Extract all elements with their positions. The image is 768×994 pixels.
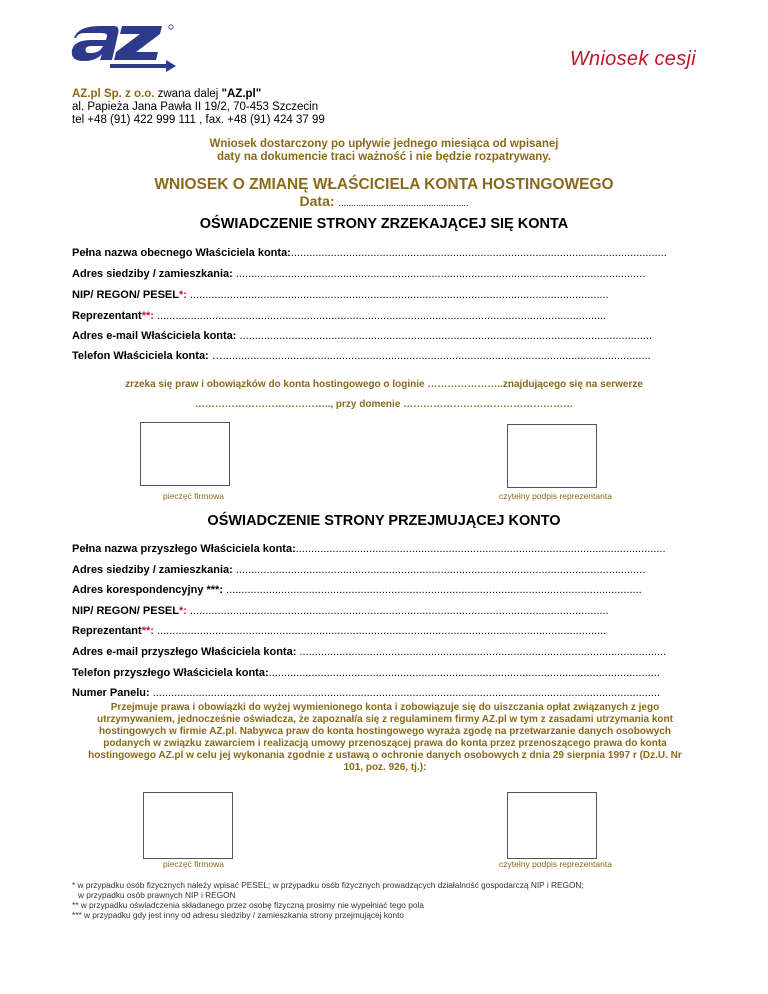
date-label: Data: (299, 193, 335, 209)
az-logo (70, 20, 180, 72)
field-dots[interactable]: ...................................................................................................................................... (232, 564, 646, 576)
field-new-representative[interactable] (72, 625, 606, 637)
field-label: Adres korespondencyjny ***: (72, 584, 223, 596)
field-dots[interactable]: ................................................................................................................................................... (153, 625, 607, 637)
section1-title: OŚWIADCZENIE STRONY ZRZEKAJĄCEJ SIĘ KONTA (199, 216, 569, 232)
field-label: Adres e-mail przyszłego Właściciela konta: (72, 646, 297, 658)
renounce-statement (0, 375, 768, 415)
footnotes (72, 880, 584, 920)
az-logo-icon (70, 20, 180, 72)
accept-line: utrzymywaniem, jednocześnie oświadcza, że zapoznał/a się z regulaminem firmy AZ.pl w tym z zasadami utrzymania kont (97, 714, 673, 725)
field-label: NIP/ REGON/ PESEL (72, 289, 179, 301)
field-label: Pełna nazwa przyszłego Właściciela konta: (72, 543, 296, 555)
field-label: Reprezentant (72, 310, 142, 322)
stamp-box-1[interactable] (140, 422, 230, 486)
field-current-representative[interactable] (72, 310, 606, 322)
field-dots[interactable]: …............................................................................................................................................ (208, 350, 651, 362)
field-new-owner-phone[interactable] (72, 667, 660, 679)
field-dots[interactable]: ......................................................................................................................... (295, 543, 666, 555)
validity-notice (0, 138, 768, 164)
field-new-owner-name[interactable] (72, 543, 666, 555)
field-panel-number[interactable] (72, 687, 660, 699)
field-dots[interactable]: ...................................................................................................................................................................... (149, 687, 661, 699)
footnote: * w przypadku osób fizycznych należy wpisać PESEL; w przypadku osób fizycznych prowadzących działalność gospodarczą NIP i REGON; (72, 880, 584, 890)
footnote: ** w przypadku oświadczenia składanego przez osobę fizyczną prosimy nie wypełniać tego pola (72, 900, 424, 910)
field-label: Adres siedziby / zamieszkania: (72, 564, 233, 576)
field-dots[interactable]: ........................................................................................................................ (296, 646, 667, 658)
footnote: w przypadku osób prawnych NIP i REGON (78, 890, 236, 900)
field-new-owner-address[interactable] (72, 564, 645, 576)
field-current-owner-name[interactable] (72, 247, 667, 259)
field-current-owner-email[interactable] (72, 330, 652, 342)
date-field[interactable]: .................................................... (338, 198, 469, 208)
accept-line: Przejmuje prawa i obowiązki do wyżej wymienionego konta i zobowiązuje się do uiszczania opłat związanych z jego (110, 702, 660, 713)
field-current-owner-address[interactable] (72, 268, 645, 280)
field-label: NIP/ REGON/ PESEL (72, 605, 179, 617)
accept-line: 101, poz. 926, tj.): (343, 762, 427, 773)
field-label: Adres e-mail Właściciela konta: (72, 330, 237, 342)
field-dots[interactable]: ................................................................................................................................................... (153, 310, 607, 322)
stamp-box-2[interactable] (143, 792, 233, 859)
field-current-owner-phone[interactable] (72, 350, 651, 362)
field-dots[interactable]: ........................................................................................................................... (290, 247, 667, 259)
company-phone: tel +48 (91) 422 999 111 , fax. +48 (91) 424 37 99 (72, 114, 325, 126)
renounce-line-2: ………………………………….., przy domenie …………………………………………… (194, 399, 574, 410)
field-label: Numer Panelu: (72, 687, 150, 699)
stamp-caption-1: pieczęć firmowa (163, 491, 224, 501)
renounce-line-1: zrzeka się praw i obowiązków do konta hostingowego o loginie …………………..znajdującego się na serwerze (125, 379, 643, 390)
signature-box-2[interactable] (507, 792, 597, 859)
accept-line: hostingowego AZ.pl w celu jej wykonania zgodnie z ustawą o ochronie danych osobowych z dnia 29 sierpnia 1997 r (Dz.U. Nr (88, 750, 682, 761)
company-address: al. Papieża Jana Pawła II 19/2, 70-453 Szczecin (72, 101, 319, 113)
field-star: **: (141, 625, 154, 637)
field-star: *: (178, 289, 187, 301)
field-star: *: (178, 605, 187, 617)
accept-line: hostingowych w firmie AZ.pl. Nabywca praw do konta hostingowego wyraża zgodę na przetwarzanie danych osobowych (99, 726, 671, 737)
footnote: *** w przypadku gdy jest inny od adresu siedziby / zamieszkania strony przejmującej konto (72, 910, 405, 920)
company-short: "AZ.pl" (221, 88, 262, 100)
field-new-owner-nip[interactable] (72, 605, 609, 617)
section2-title: OŚWIADCZENIE STRONY PRZEJMUJĄCEJ KONTO (207, 513, 561, 529)
company-name-line (72, 88, 325, 101)
field-new-owner-email[interactable] (72, 646, 666, 658)
field-label: Telefon przyszłego Właściciela konta: (72, 667, 269, 679)
field-label: Reprezentant (72, 625, 142, 637)
signature-caption-2: czytelny podpis reprezentanta (499, 859, 612, 869)
field-dots[interactable]: ................................................................................................................................ (268, 667, 660, 679)
field-dots[interactable]: ........................................................................................................................................ (223, 584, 642, 596)
field-dots[interactable]: ......................................................................................................................................... (186, 605, 609, 617)
date-line (0, 193, 768, 209)
field-correspondence-address[interactable] (72, 584, 642, 596)
field-label: Telefon Właściciela konta: (72, 350, 209, 362)
signature-box-1[interactable] (507, 424, 597, 488)
company-info (72, 88, 325, 127)
stamp-caption-2: pieczęć firmowa (163, 859, 224, 869)
document-title: Wniosek cesji (569, 48, 696, 70)
notice-line-2: daty na dokumencie traci ważność i nie będzie rozpatrywany. (216, 151, 552, 163)
field-star: **: (141, 310, 154, 322)
acceptance-statement (70, 702, 700, 774)
field-label: Pełna nazwa obecnego Właściciela konta: (72, 247, 291, 259)
notice-line-1: Wniosek dostarczony po upływie jednego miesiąca od wpisanej (209, 138, 559, 150)
field-current-owner-nip[interactable] (72, 289, 609, 301)
field-dots[interactable]: ......................................................................................................................................... (186, 289, 609, 301)
field-label: Adres siedziby / zamieszkania: (72, 268, 233, 280)
company-name: AZ.pl Sp. z o.o. (72, 88, 155, 100)
main-title: WNIOSEK O ZMIANĘ WŁAŚCICIELA KONTA HOSTINGOWEGO (154, 176, 614, 193)
field-dots[interactable]: ...................................................................................................................................... (232, 268, 646, 280)
accept-line: podanych w związku zawarciem i realizacją umowy przenoszącej prawa do konta przez przenoszącego prawa do konta (103, 738, 667, 749)
signature-caption-1: czytelny podpis reprezentanta (499, 491, 612, 501)
company-called: zwana dalej (154, 88, 222, 100)
field-dots[interactable]: ....................................................................................................................................... (236, 330, 653, 342)
